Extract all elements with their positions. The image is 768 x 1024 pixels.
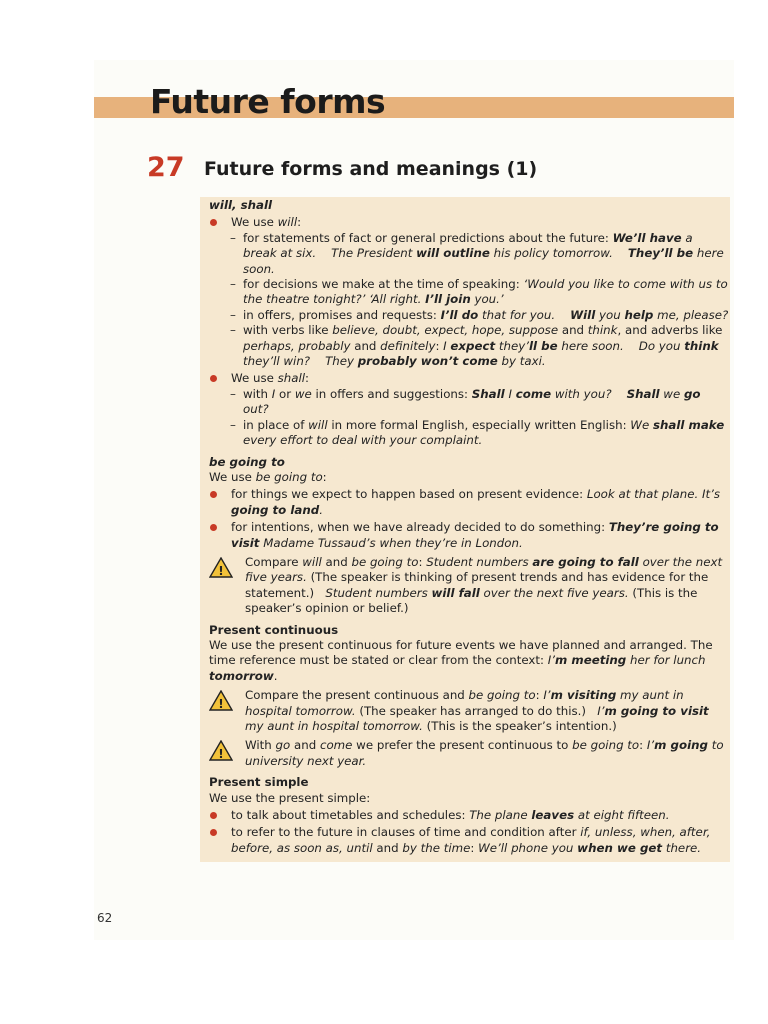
section-intro: We use the present continuous for future events we have planned and arranged. The time reference must be stated or clear from the context: I’m meeting her for lunch tomorrow. (209, 637, 713, 683)
page-number: 62 (97, 911, 113, 925)
list-item: We use will: (209, 215, 729, 230)
bullet-icon (210, 812, 217, 819)
list-item: We use shall: (209, 371, 729, 386)
list-item: – for statements of fact or general predictions about the future: We’ll have a break at six. The President will outline his policy tomorrow. They’ll be here soon. (230, 230, 724, 276)
list-item: – with I or we in offers and suggestions: Shall I come with you? Shall we go out? (230, 386, 701, 417)
list-item: – for decisions we make at the time of speaking: ‘Would you like to come with us to the theatre tonight?’ ‘All right. I’ll join you.’ (230, 277, 728, 307)
unit-title: Future forms and meanings (1) (204, 158, 538, 180)
section-heading-be-going-to: be going to (209, 454, 285, 469)
list-item: to talk about timetables and schedules: The plane leaves at eight fifteen. (209, 808, 729, 823)
bullet-icon (210, 524, 217, 531)
page-title: Future forms (150, 82, 386, 121)
section-heading-present-simple: Present simple (209, 775, 309, 790)
bullet-icon (210, 219, 217, 226)
warning-note: ! With go and come we prefer the present continuous to be going to: I’m going to university next year. (209, 738, 729, 769)
section-heading-present-continuous: Present continuous (209, 622, 339, 637)
section-intro: We use the present simple: (209, 790, 371, 805)
svg-text:!: ! (218, 697, 224, 712)
warning-triangle-icon (209, 740, 233, 761)
bullet-icon (210, 375, 217, 382)
bullet-icon (210, 829, 217, 836)
list-item: for intentions, when we have already decided to do something: They’re going to visit Madame Tussaud’s when they’re in London. (209, 520, 729, 551)
bullet-icon (210, 491, 217, 498)
list-item: – with verbs like believe, doubt, expect, hope, suppose and think, and adverbs like perhaps, probably and definitely: I expect they’ll be here soon. Do you think they’ll win? They probably won’t come by taxi. (230, 323, 723, 369)
warning-triangle-icon (209, 690, 233, 711)
list-item: to refer to the future in clauses of time and condition after if, unless, when, after, before, as soon as, until and by the time: We’ll phone you when we get there. (209, 825, 729, 856)
list-item: – in offers, promises and requests: I’ll do that for you. Will you help me, please? (230, 307, 729, 322)
warning-note: ! Compare the present continuous and be going to: I’m visiting my aunt in hospital tomorrow. (The speaker has arranged to do this.) I’m going to visit my aunt in hospital tomorrow. (This is the speaker’s intention.) (209, 688, 729, 734)
grammar-content (209, 198, 729, 856)
section-intro: We use be going to: (209, 469, 327, 484)
list-item: – in place of will in more formal English, especially written English: We shall make every effort to deal with your complaint. (230, 417, 725, 448)
list-item: for things we expect to happen based on present evidence: Look at that plane. It’s going to land. (209, 487, 729, 518)
warning-triangle-icon (209, 557, 233, 578)
svg-text:!: ! (218, 747, 224, 762)
section-heading-will-shall: will, shall (209, 198, 273, 212)
warning-note: ! Compare will and be going to: Student numbers are going to fall over the next five years. (The speaker is thinking of present trends and has evidence for the statement.) Student numbers will fall over the next five years. (This is the speaker’s opinion or belief.) (209, 555, 729, 617)
unit-number: 27 (147, 152, 185, 183)
svg-text:!: ! (218, 563, 224, 578)
